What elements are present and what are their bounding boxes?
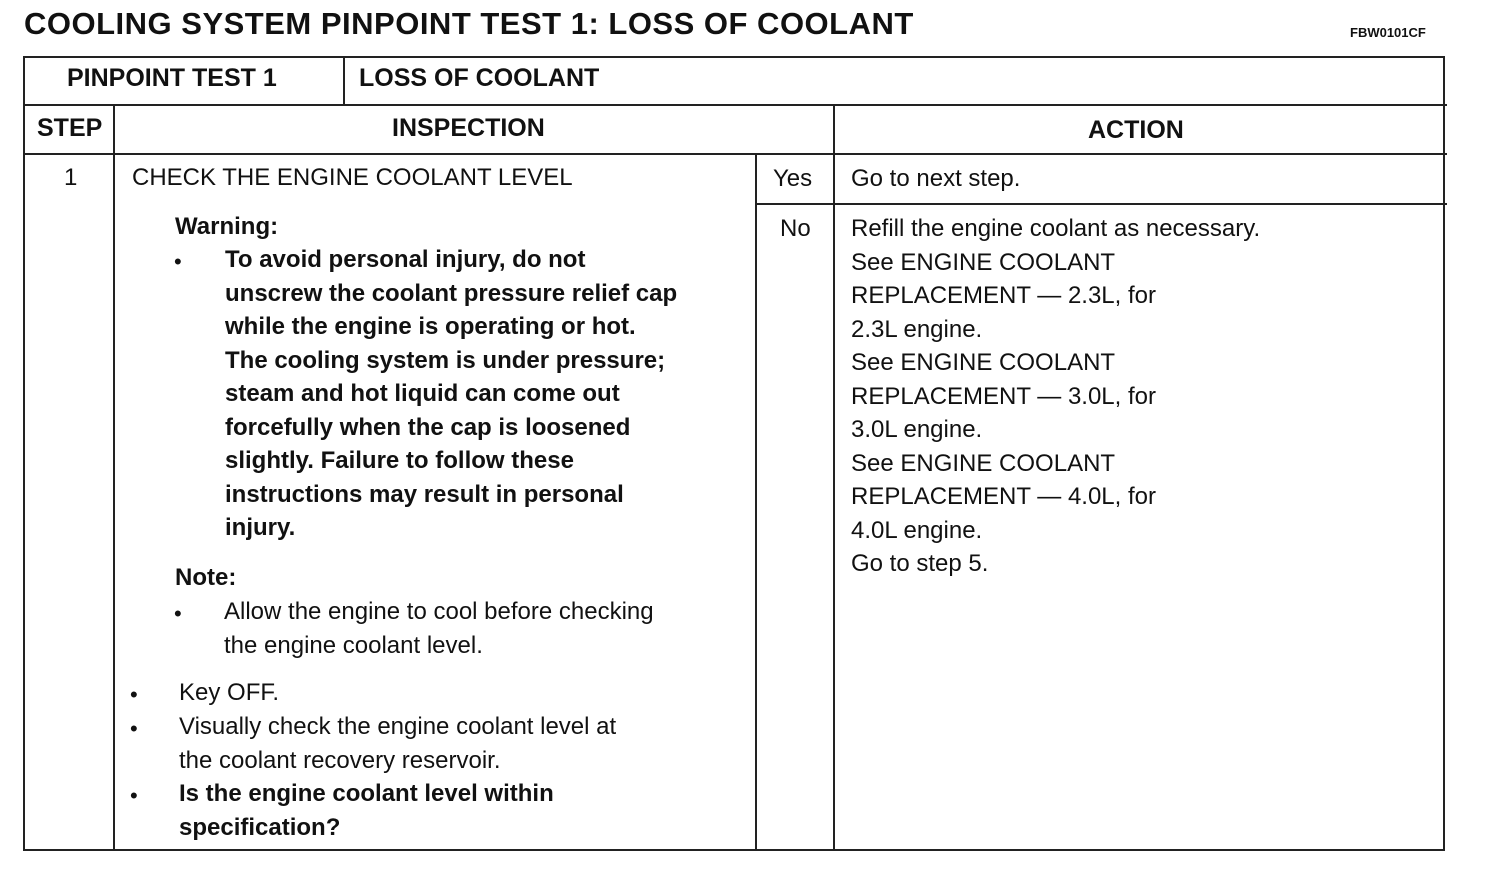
instruction-visual-check <box>179 710 616 777</box>
warning-line: instructions may result in personal <box>225 480 624 508</box>
instruction-bullet: • <box>130 783 138 808</box>
row-divider-yes-no <box>755 203 1447 205</box>
action-line: Refill the engine coolant as necessary. <box>851 215 1261 242</box>
action-no <box>851 212 1260 581</box>
page-title: COOLING SYSTEM PINPOINT TEST 1: LOSS OF COOLANT <box>24 6 914 41</box>
row-divider-test <box>23 104 1447 106</box>
action-line: 4.0L engine. <box>851 516 983 544</box>
header-step: STEP <box>37 114 103 142</box>
note-line: Allow the engine to cool before checking <box>224 598 654 625</box>
step-number: 1 <box>64 164 78 191</box>
warning-line: To avoid personal injury, do not <box>225 246 586 273</box>
col-divider-inspection <box>833 105 835 851</box>
warning-line: while the engine is operating or hot. <box>225 313 636 340</box>
header-inspection: INSPECTION <box>392 114 545 142</box>
warning-bullet: • <box>174 249 182 274</box>
action-yes: Go to next step. <box>851 165 1021 192</box>
step-heading: CHECK THE ENGINE COOLANT LEVEL <box>132 164 573 191</box>
action-line: 3.0L engine. <box>851 416 983 443</box>
warning-label: Warning: <box>175 213 279 240</box>
test-label: PINPOINT TEST 1 <box>67 64 277 92</box>
warning-line: forcefully when the cap is loosened <box>225 413 631 441</box>
warning-line: slightly. Failure to follow these <box>225 447 574 474</box>
action-line: 2.3L engine. <box>851 315 983 343</box>
result-yes-label: Yes <box>773 165 813 192</box>
warning-line: unscrew the coolant pressure relief cap <box>225 279 678 307</box>
row-divider-header <box>23 153 1447 155</box>
warning-line: injury. <box>225 514 296 541</box>
action-line: See ENGINE COOLANT <box>851 248 1116 276</box>
action-line: REPLACEMENT — 2.3L, for <box>851 282 1156 309</box>
instruction-line: Key OFF. <box>179 679 280 706</box>
instruction-line: Visually check the engine coolant level at <box>179 713 617 740</box>
instruction-line: the coolant recovery reservoir. <box>179 746 501 774</box>
col-divider-test-label <box>343 56 345 105</box>
instruction-question <box>179 777 554 844</box>
header-action: ACTION <box>1088 116 1184 144</box>
instruction-line: specification? <box>179 813 341 841</box>
action-line: See ENGINE COOLANT <box>851 449 1116 477</box>
warning-line: The cooling system is under pressure; <box>225 346 666 374</box>
warning-line: steam and hot liquid can come out <box>225 380 620 407</box>
note-line: the engine coolant level. <box>224 631 483 659</box>
col-divider-step <box>113 105 115 851</box>
action-line: REPLACEMENT — 3.0L, for <box>851 382 1156 410</box>
note-bullet: • <box>174 601 182 626</box>
note-label: Note: <box>175 564 237 591</box>
figure-code: FBW0101CF <box>1350 25 1426 40</box>
col-divider-yes-no <box>755 154 757 851</box>
action-line: REPLACEMENT — 4.0L, for <box>851 483 1156 510</box>
instruction-bullet: • <box>130 716 138 741</box>
action-line: Go to step 5. <box>851 550 989 577</box>
instruction-bullet: • <box>130 682 138 707</box>
instruction-key-off <box>179 676 279 710</box>
result-no-label: No <box>780 215 811 242</box>
warning-text <box>225 243 677 545</box>
action-line: See ENGINE COOLANT <box>851 349 1116 376</box>
test-name: LOSS OF COOLANT <box>359 64 600 92</box>
note-text <box>224 595 654 662</box>
instruction-line: Is the engine coolant level within <box>179 780 554 807</box>
